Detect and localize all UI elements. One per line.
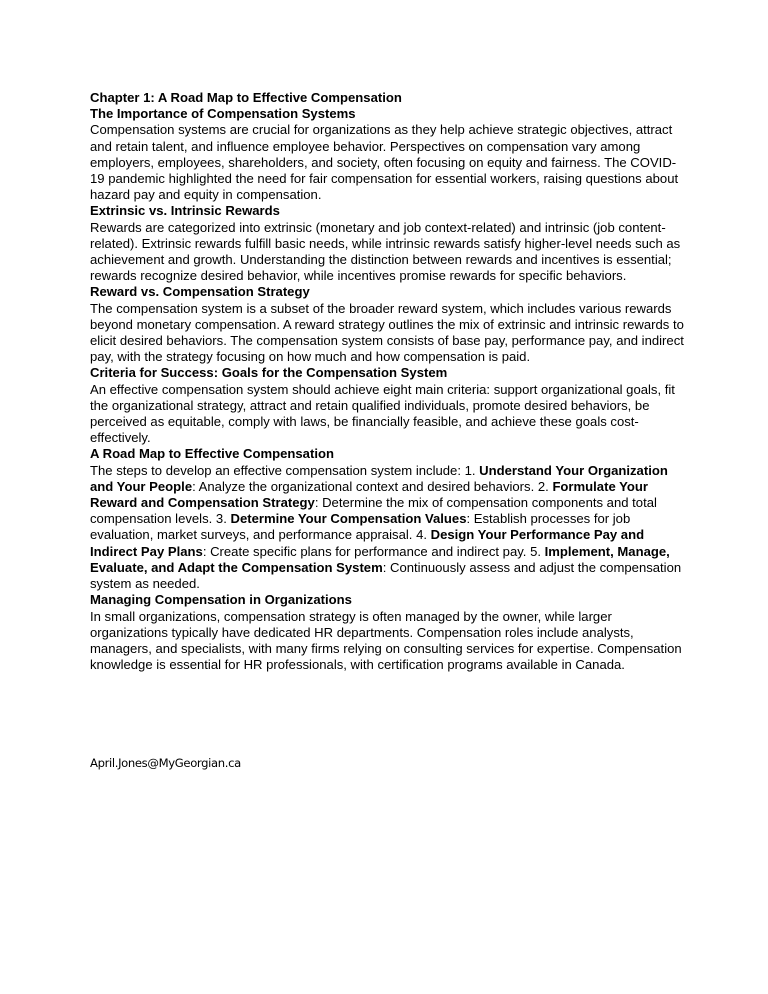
section-body-importance: Compensation systems are crucial for organizations as they help achieve strategic objectives, attract and retain talent, and influence employee behavior. Perspectives on compensation vary among employers, employees, shareholders, and society, often focusing on equity and fairness. The COVID-19 pandemic highlighted the need for fair compensation for essential workers, raising questions about hazard pay and equity in compensation. [90,122,679,203]
step-2-title: Formulate Your Reward and Compensation Strategy [90,478,648,511]
road-map-intro: The steps to develop an effective compensation system include: [90,462,465,478]
document-page [90,90,690,673]
step-1-num: 1. [464,462,480,478]
step-3-num: 3. [215,511,231,527]
section-body-road-map [90,463,690,593]
section-heading-extrinsic-intrinsic: Extrinsic vs. Intrinsic Rewards [90,203,280,219]
section-heading-managing: Managing Compensation in Organizations [90,592,352,608]
step-5-title: Implement, Manage, Evaluate, and Adapt the Compensation System [90,543,670,575]
step-4-num: 4. [416,527,431,543]
section-body-managing: In small organizations, compensation strategy is often managed by the owner, while larger organizations typically have dedicated HR departments. Compensation roles include analysts, managers, and specialists, with many firms relying on consulting services for expertise. Compensation knowledge is essential for HR professionals, with certification programs available in Canada. [90,608,682,673]
step-1-desc: : Analyze the organizational context and desired behaviors. [192,478,538,494]
section-heading-road-map: A Road Map to Effective Compensation [90,446,334,462]
step-3-title: Determine Your Compensation Values [230,511,467,527]
step-4-title: Design Your Performance Pay and Indirect Pay Plans [90,527,645,559]
chapter-title: Chapter 1: A Road Map to Effective Compensation [90,90,402,105]
section-heading-importance: The Importance of Compensation Systems [90,106,356,122]
step-2-num: 2. [537,478,553,494]
step-3-desc: : Establish processes for job evaluation, market surveys, and performance appraisal. [90,511,631,543]
section-body-criteria: An effective compensation system should achieve eight main criteria: support organizational goals, fit the organizational strategy, attract and retain qualified individuals, promote desired behaviors, be perceived as equitable, comply with laws, be financially feasible, and achieve these goals cost-effectively. [90,381,675,446]
footer-email: April.Jones@MyGeorgian.ca [90,756,241,770]
step-2-desc: : Determine the mix of compensation components and total compensation levels. [90,495,657,527]
step-4-desc: : Create specific plans for performance and indirect pay. [202,543,531,559]
section-heading-criteria: Criteria for Success: Goals for the Compensation System [90,365,448,381]
step-5-desc: : Continuously assess and adjust the compensation system as needed. [90,559,682,592]
section-body-reward-strategy: The compensation system is a subset of the broader reward system, which includes various rewards beyond monetary compensation. A reward strategy outlines the mix of extrinsic and intrinsic rewards to elicit desired behaviors. The compensation system consists of base pay, performance pay, and indirect pay, with the strategy focusing on how much and how compensation is paid. [90,300,684,365]
step-1-title: Understand Your Organization and Your People [90,462,668,494]
section-body-extrinsic-intrinsic: Rewards are categorized into extrinsic (monetary and job context-related) and intrinsic (job content-related). Extrinsic rewards fulfill basic needs, while intrinsic rewards satisfy higher-level needs such as achievement and growth. Understanding the distinction between rewards and incentives is essential; rewards recognize desired behavior, while incentives promise rewards for specific behaviors. [90,219,681,284]
section-heading-reward-strategy: Reward vs. Compensation Strategy [90,284,310,300]
step-5-num: 5. [530,543,545,559]
